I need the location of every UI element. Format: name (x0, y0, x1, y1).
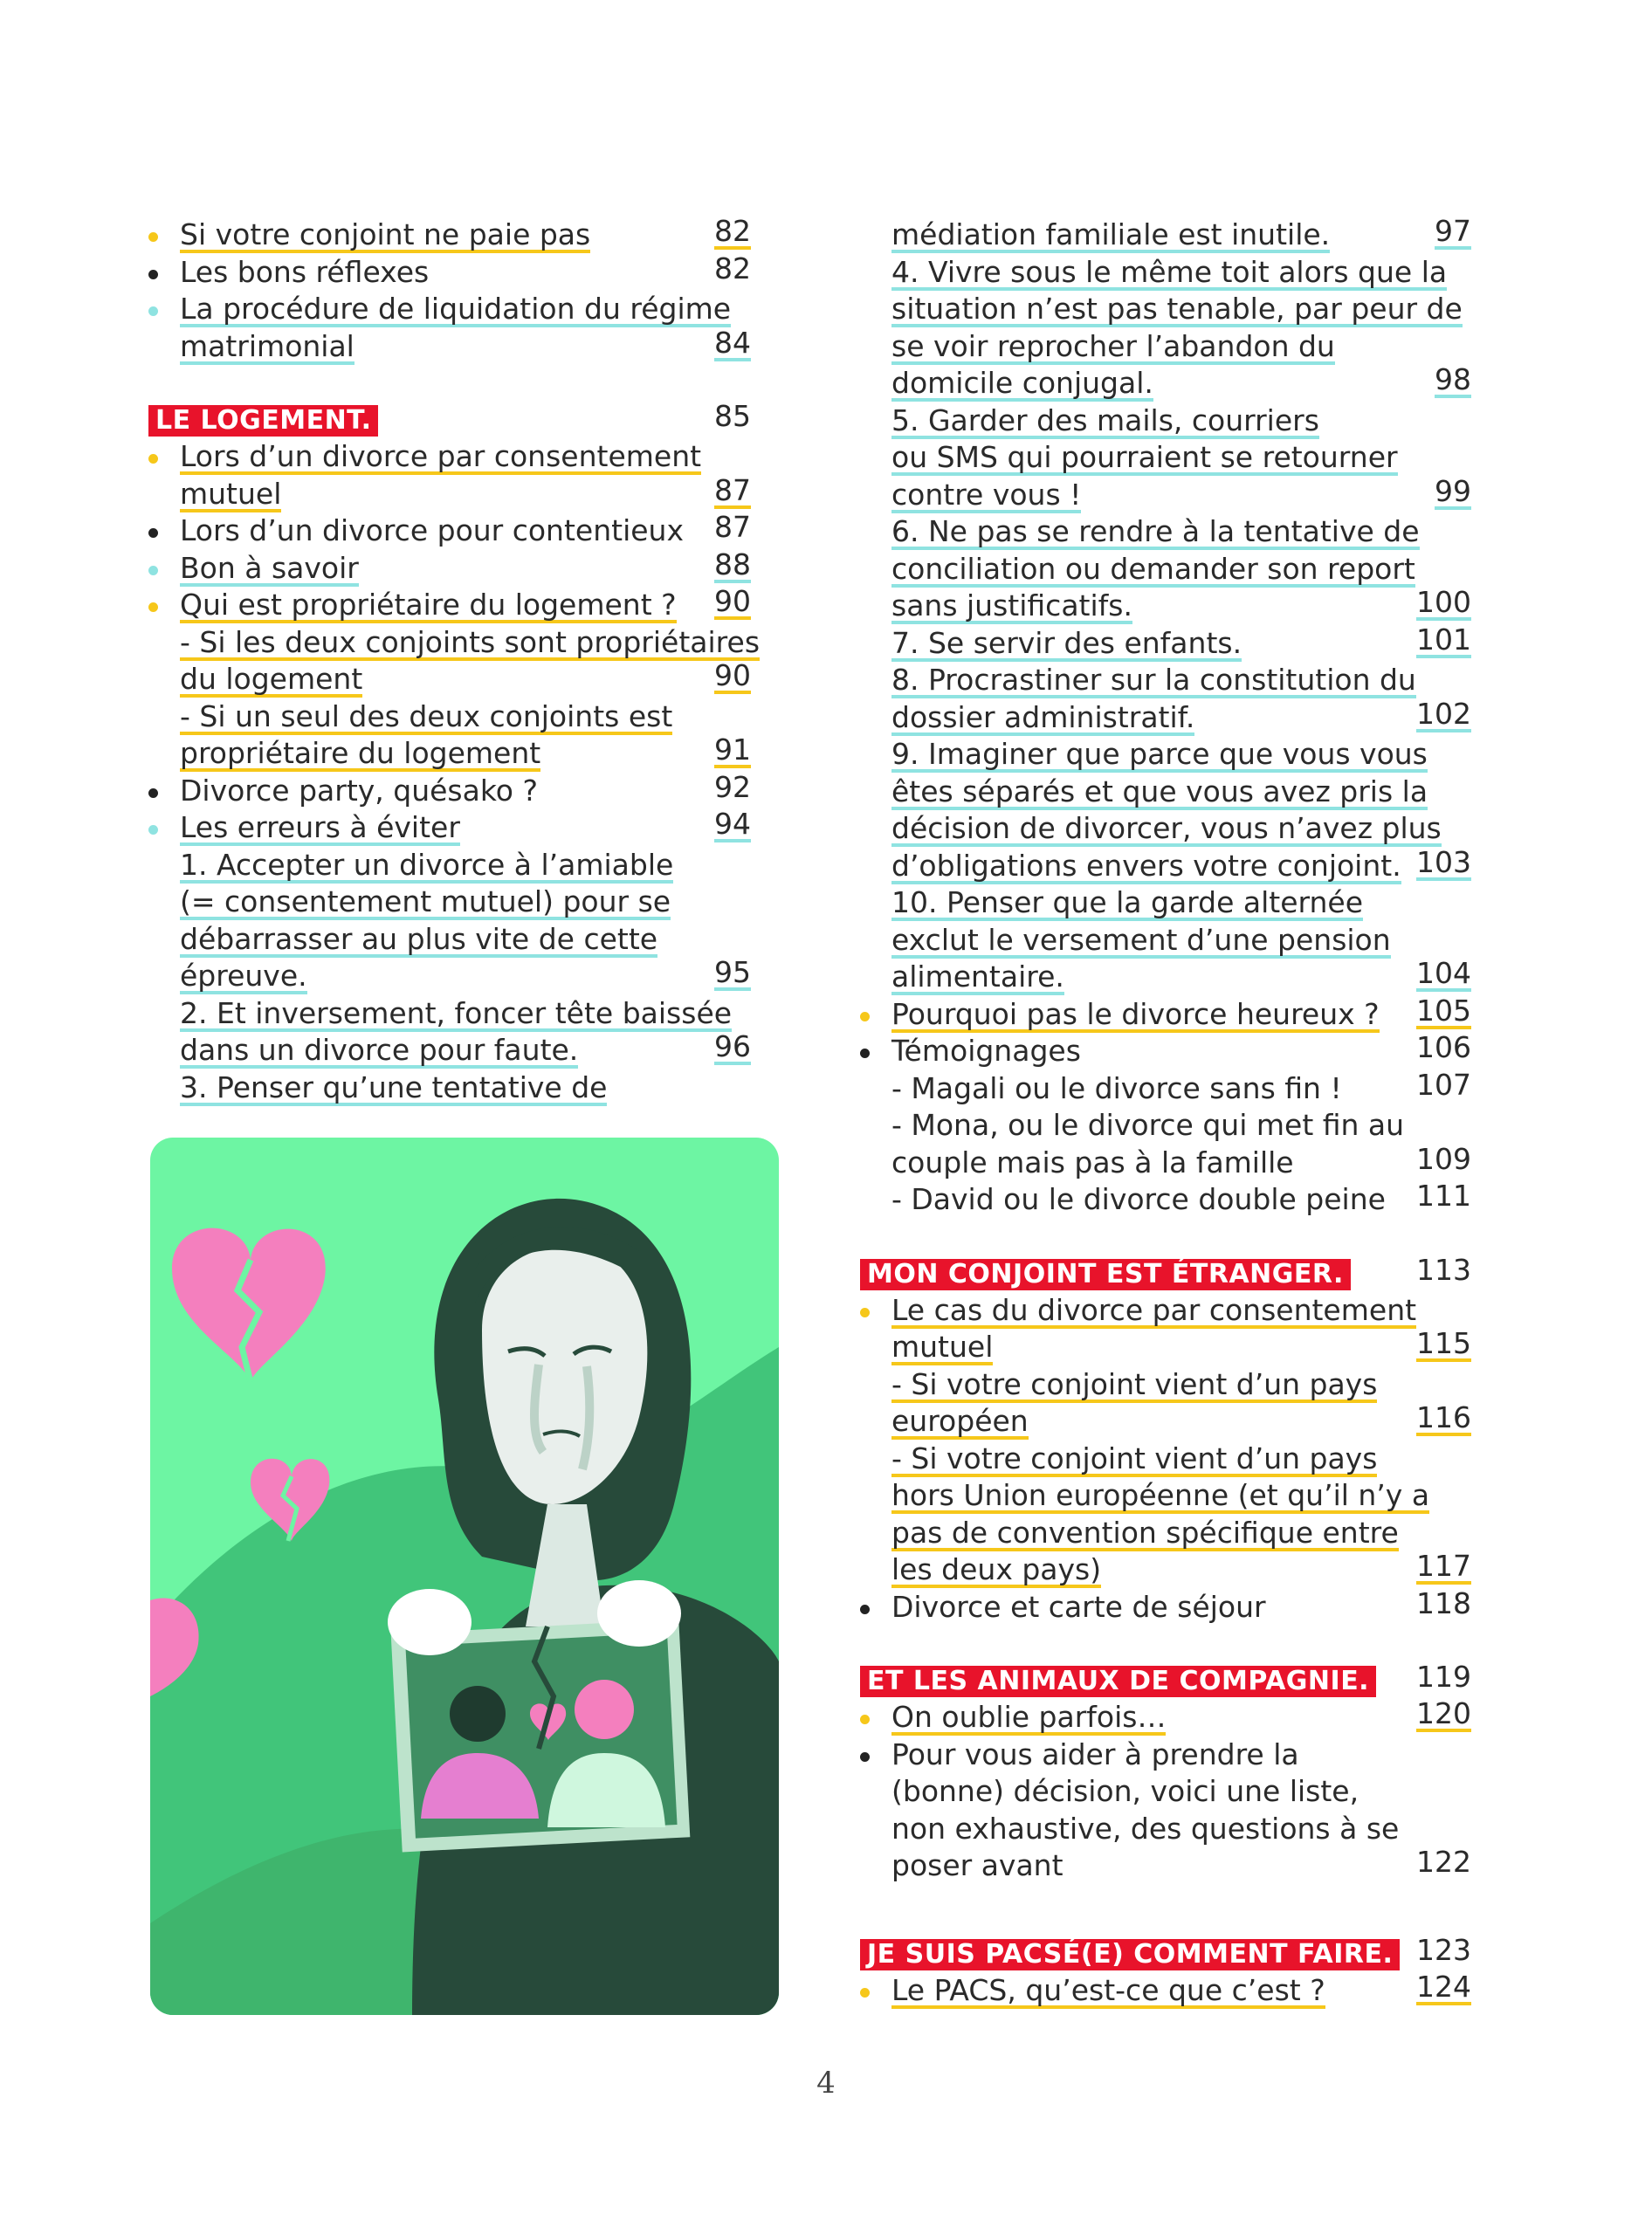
section-page-number: 85 (714, 399, 751, 433)
toc-entry (860, 291, 1471, 328)
toc-entry-title: hors Union européenne (et qu’il n’y a (891, 1478, 1430, 1512)
toc-entry (860, 696, 1471, 737)
toc-entry-title: Témoignages (891, 1034, 1081, 1068)
toc-entry-page: 120 (1416, 1696, 1471, 1730)
bullet-dot-icon (148, 528, 158, 538)
toc-entry-title: - Magali ou le divorce sans fin ! (891, 1070, 1342, 1105)
toc-entry-title: 8. Procrastiner sur la constitution du (891, 663, 1416, 697)
toc-entry-title: Le PACS, qu’est-ce que c’est ? (891, 1972, 1325, 2007)
bullet-dot-icon (860, 1605, 870, 1614)
toc-entry-title: Pourquoi pas le divorce heureux ? (891, 996, 1380, 1031)
toc-entry (860, 1585, 1471, 1626)
toc-entry (860, 1477, 1471, 1515)
toc-entry-title: décision de divorcer, vous n’avez plus (891, 811, 1442, 845)
section-title: JE SUIS PACSÉ(E) COMMENT FAIRE. (860, 1939, 1400, 1970)
toc-entry (860, 1811, 1471, 1848)
toc-entry-title: dans un divorce pour faute. (180, 1033, 579, 1067)
toc-entry-title: sans justificatifs. (891, 588, 1132, 622)
toc-entry (860, 993, 1471, 1034)
toc-entry-page: 102 (1416, 696, 1471, 731)
toc-entry-page: 111 (1416, 1179, 1471, 1213)
toc-entry-title: matrimonial (180, 328, 354, 363)
toc-entry (148, 325, 751, 366)
toc-entry-page: 88 (714, 547, 751, 581)
toc-entry-title: Les erreurs à éviter (180, 810, 460, 844)
toc-entry (860, 362, 1471, 402)
toc-entry (860, 1551, 1471, 1589)
toc-entry-page: 92 (714, 769, 751, 804)
toc-entry (860, 1773, 1471, 1811)
toc-entry-page: 87 (714, 510, 751, 544)
toc-entry (860, 956, 1471, 996)
toc-entry (148, 1069, 751, 1107)
toc-entry-title: domicile conjugal. (891, 366, 1153, 400)
toc-entry-title: 2. Et inversement, foncer tête baissée (180, 995, 733, 1030)
toc-entry-page: 107 (1416, 1067, 1471, 1102)
toc-entry-page: 91 (714, 732, 751, 767)
toc-entry-page: 106 (1416, 1030, 1471, 1064)
toc-entry-title: - Mona, ou le divorce qui met fin au (891, 1108, 1405, 1142)
toc-entry-title: mutuel (891, 1330, 994, 1364)
toc-entry (860, 513, 1471, 551)
toc-left-column (148, 214, 761, 1106)
toc-entry-page: 94 (714, 807, 751, 841)
toc-entry-page: 98 (1435, 362, 1471, 396)
toc-entry-page: 97 (1435, 214, 1471, 248)
section-heading (860, 1662, 1471, 1699)
toc-entry-page: 90 (714, 584, 751, 618)
toc-entry-title: Qui est propriétaire du logement ? (180, 588, 677, 622)
toc-entry-page: 90 (714, 658, 751, 692)
toc-entry (860, 551, 1471, 588)
toc-entry-title: exclut le versement d’une pension (891, 922, 1391, 957)
toc-entry (860, 254, 1471, 292)
toc-entry-title: ou SMS qui pourraient se retourner (891, 440, 1398, 474)
toc-entry (148, 995, 751, 1033)
toc-entry (860, 810, 1471, 848)
toc-entry (148, 955, 751, 995)
toc-entry-title: conciliation ou demander son report (891, 551, 1415, 586)
toc-entry-title: Les bons réflexes (180, 254, 430, 289)
toc-entry (860, 1696, 1471, 1736)
toc-entry (148, 732, 751, 773)
toc-entry-title: couple mais pas à la famille (891, 1145, 1294, 1179)
toc-entry-title: Bon à savoir (180, 550, 359, 585)
toc-entry-page: 99 (1435, 473, 1471, 508)
toc-entry (860, 662, 1471, 699)
toc-entry-page: 103 (1416, 844, 1471, 879)
bullet-dot-icon (148, 788, 158, 798)
toc-entry (860, 844, 1471, 885)
toc-entry (860, 473, 1471, 514)
page-number: 4 (816, 2066, 836, 2101)
toc-entry-page: 82 (714, 251, 751, 285)
toc-entry (860, 884, 1471, 922)
section-title: LE LOGEMENT. (148, 405, 378, 437)
toc-entry (860, 328, 1471, 366)
toc-entry (860, 1181, 1471, 1219)
toc-entry-title: 10. Penser que la garde alternée (891, 885, 1364, 919)
toc-entry-title: (bonne) décision, voici une liste, (891, 1774, 1359, 1808)
toc-entry-title: épreuve. (180, 959, 307, 993)
toc-entry-title: - Si les deux conjoints sont propriétaires (180, 624, 761, 659)
toc-entry-title: dossier administratif. (891, 699, 1195, 734)
toc-entry-title: non exhaustive, des questions à se (891, 1811, 1400, 1846)
toc-entry (860, 774, 1471, 811)
toc-entry (860, 1847, 1471, 1885)
toc-entry-page: 118 (1416, 1585, 1471, 1620)
toc-entry (148, 658, 751, 698)
toc-entry-page: 82 (714, 214, 751, 248)
toc-entry (148, 921, 751, 959)
toc-entry-title: contre vous ! (891, 477, 1082, 512)
toc-entry (148, 214, 751, 254)
toc-entry-title: Le cas du divorce par consentement (891, 1292, 1417, 1327)
bullet-dot-icon (860, 1752, 870, 1762)
toc-entry (148, 472, 751, 513)
toc-entry-title: (= consentement mutuel) pour se (180, 884, 671, 918)
toc-entry (148, 547, 751, 588)
bullet-dot-icon (148, 270, 158, 279)
bullet-dot-icon (148, 306, 158, 316)
toc-entry-title: mutuel (180, 476, 282, 511)
toc-entry-page: 109 (1416, 1141, 1471, 1176)
section-title: ET LES ANIMAUX DE COMPAGNIE. (860, 1666, 1376, 1697)
toc-entry-title: La procédure de liquidation du régime (180, 292, 732, 326)
toc-entry (148, 438, 751, 476)
section-page-number: 123 (1416, 1932, 1471, 1967)
toc-entry-title: 9. Imaginer que parce que vous vous (891, 737, 1428, 771)
toc-entry (860, 922, 1471, 959)
bullet-dot-icon (148, 232, 158, 242)
toc-entry-title: - Si un seul des deux conjoints est (180, 698, 673, 733)
toc-entry (860, 1400, 1471, 1441)
toc-entry-title: Si votre conjoint ne paie pas (180, 217, 591, 251)
bullet-dot-icon (148, 825, 158, 835)
bullet-dot-icon (148, 602, 158, 612)
toc-entry-title: alimentaire. (891, 959, 1064, 994)
section-heading (148, 399, 751, 438)
toc-entry (860, 585, 1471, 625)
toc-entry-page: 104 (1416, 956, 1471, 990)
toc-entry-title: se voir reprocher l’abandon du (891, 328, 1335, 363)
toc-entry-title: Lors d’un divorce par consentement (180, 439, 702, 473)
toc-entry (148, 698, 751, 736)
toc-entry-title: Pour vous aider à prendre la (891, 1736, 1299, 1771)
toc-right-column (860, 214, 1471, 2009)
toc-entry-title: 6. Ne pas se rendre à la tentative de (891, 514, 1420, 548)
toc-entry-title: poser avant (891, 1848, 1063, 1882)
toc-entry-page: 87 (714, 472, 751, 507)
toc-entry-page: 95 (714, 955, 751, 989)
toc-entry (860, 736, 1471, 774)
toc-entry (148, 624, 761, 662)
toc-entry (860, 1366, 1471, 1404)
toc-entry-title: du logement (180, 662, 363, 696)
toc-entry (860, 1969, 1471, 2010)
toc-entry (860, 214, 1471, 254)
toc-entry-title: - David ou le divorce double peine (891, 1182, 1386, 1216)
toc-entry-page: 122 (1416, 1845, 1471, 1879)
toc-entry-page: 84 (714, 325, 751, 360)
toc-entry (148, 1029, 751, 1069)
section-page-number: 113 (1416, 1252, 1471, 1287)
toc-entry-page: 115 (1416, 1326, 1471, 1360)
toc-entry-title: médiation familiale est inutile. (891, 217, 1331, 251)
toc-entry (860, 1141, 1471, 1182)
toc-entry (148, 251, 751, 292)
toc-entry-page: 116 (1416, 1400, 1471, 1434)
toc-entry (860, 1736, 1471, 1774)
toc-entry-title: Lors d’un divorce pour contentieux (180, 513, 684, 547)
section-page-number: 119 (1416, 1660, 1471, 1694)
toc-entry-title: propriétaire du logement (180, 736, 541, 770)
toc-entry (148, 584, 751, 624)
toc-entry (148, 291, 751, 328)
toc-entry-title: Divorce party, quésako ? (180, 773, 538, 808)
toc-entry (860, 439, 1471, 477)
toc-entry-title: Divorce et carte de séjour (891, 1589, 1266, 1624)
toc-entry-page: 117 (1416, 1549, 1471, 1583)
toc-entry (860, 622, 1471, 663)
bullet-dot-icon (860, 1308, 870, 1317)
section-heading (860, 1252, 1471, 1292)
toc-entry (148, 847, 751, 884)
toc-entry-title: 7. Se servir des enfants. (891, 625, 1242, 660)
toc-entry-title: situation n’est pas tenable, par peur de (891, 292, 1463, 326)
toc-entry-title: débarrasser au plus vite de cette (180, 921, 658, 956)
toc-entry-title: d’obligations envers votre conjoint. (891, 848, 1401, 883)
toc-entry-page: 124 (1416, 1969, 1471, 2004)
toc-entry-title: les deux pays) (891, 1552, 1102, 1586)
toc-entry (860, 1067, 1471, 1108)
bullet-dot-icon (860, 1715, 870, 1724)
toc-entry-title: - Si votre conjoint vient d’un pays (891, 1366, 1378, 1401)
crying-woman-illustration (150, 1138, 779, 2015)
toc-entry-title: pas de convention spécifique entre (891, 1515, 1399, 1550)
section-title: MON CONJOINT EST ÉTRANGER. (860, 1259, 1351, 1290)
toc-entry-page: 100 (1416, 585, 1471, 619)
toc-entry (860, 1326, 1471, 1366)
toc-entry (860, 1441, 1471, 1478)
bullet-dot-icon (860, 1012, 870, 1021)
toc-entry-title: européen (891, 1404, 1029, 1438)
bullet-dot-icon (148, 454, 158, 464)
toc-entry (148, 884, 751, 921)
bullet-dot-icon (860, 1049, 870, 1058)
toc-entry (148, 769, 751, 810)
toc-entry-page: 96 (714, 1029, 751, 1063)
toc-entry (860, 402, 1471, 440)
toc-entry-page: 105 (1416, 993, 1471, 1028)
toc-entry-title: - Si votre conjoint vient d’un pays (891, 1441, 1378, 1475)
toc-entry-title: On oublie parfois… (891, 1700, 1167, 1734)
toc-entry (860, 1515, 1471, 1552)
toc-entry (860, 1107, 1471, 1145)
toc-entry (860, 1292, 1471, 1330)
section-heading (860, 1932, 1471, 1972)
toc-entry-title: 4. Vivre sous le même toit alors que la (891, 254, 1448, 289)
toc-entry-title: 3. Penser qu’une tentative de (180, 1069, 608, 1104)
bullet-dot-icon (148, 566, 158, 575)
toc-entry-title: 5. Garder des mails, courriers (891, 402, 1319, 437)
toc-entry (148, 809, 751, 847)
toc-entry-title: êtes séparés et que vous avez pris la (891, 774, 1428, 808)
toc-entry-title: 1. Accepter un divorce à l’amiable (180, 847, 674, 882)
toc-entry (148, 512, 751, 550)
toc-entry-page: 101 (1416, 622, 1471, 657)
toc-entry (860, 1030, 1471, 1070)
bullet-dot-icon (860, 1988, 870, 1998)
